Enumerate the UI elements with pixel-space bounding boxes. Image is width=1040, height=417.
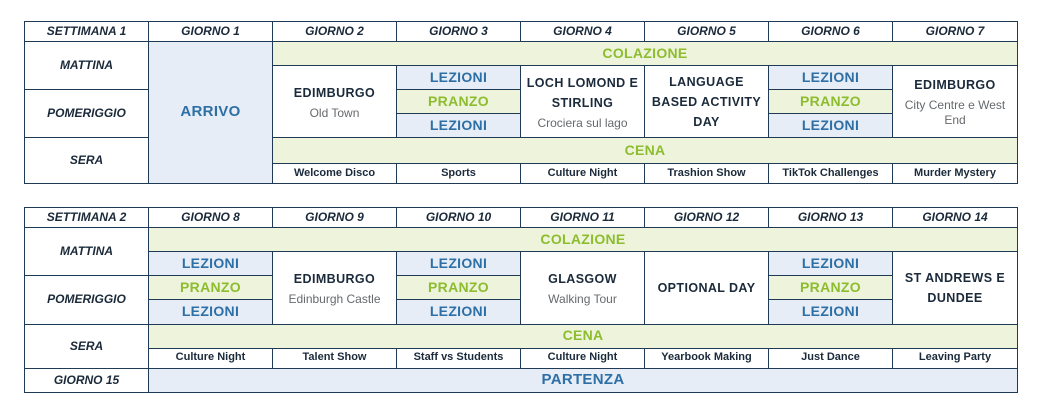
departure-bar: PARTENZA: [149, 368, 1018, 392]
day-header: GIORNO 11: [521, 208, 645, 228]
day-header: GIORNO 2: [273, 22, 397, 42]
excursion-cell: [893, 66, 1018, 138]
evening-activity: Culture Night: [149, 348, 273, 368]
day-header: GIORNO 5: [645, 22, 769, 42]
week2-title: SETTIMANA 2: [25, 208, 149, 228]
day-header: GIORNO 8: [149, 208, 273, 228]
day-header: GIORNO 10: [397, 208, 521, 228]
evening-activity: Murder Mystery: [893, 164, 1018, 184]
day-header: GIORNO 13: [769, 208, 893, 228]
week1-title: SETTIMANA 1: [25, 22, 149, 42]
evening-activity: Welcome Disco: [273, 164, 397, 184]
lessons-cell: LEZIONI: [769, 252, 893, 276]
excursion-subtitle: Old Town: [309, 105, 360, 120]
arrival-cell: ARRIVO: [149, 42, 273, 184]
week2-table: [24, 207, 1018, 393]
lessons-cell: LEZIONI: [149, 300, 273, 324]
lunch-cell: PRANZO: [397, 90, 521, 114]
dinner-bar: CENA: [149, 324, 1018, 348]
row-label-day15: GIORNO 15: [25, 368, 149, 392]
lunch-cell: PRANZO: [397, 276, 521, 300]
day-header: GIORNO 6: [769, 22, 893, 42]
evening-activity: Culture Night: [521, 348, 645, 368]
excursion-subtitle: Edinburgh Castle: [288, 291, 381, 306]
excursion-cell: [893, 252, 1018, 324]
row-label-mattina: MATTINA: [25, 42, 149, 90]
day-header: GIORNO 9: [273, 208, 397, 228]
day-header: GIORNO 14: [893, 208, 1018, 228]
day-header: GIORNO 7: [893, 22, 1018, 42]
row-label-pomeriggio: POMERIGGIO: [25, 276, 149, 324]
optional-day-title: OPTIONAL DAY: [657, 280, 756, 295]
day-header: GIORNO 12: [645, 208, 769, 228]
excursion-subtitle: City Centre e West End: [904, 98, 1006, 127]
excursion-title: EDIMBURGO: [293, 85, 376, 100]
evening-activity: Leaving Party: [893, 348, 1018, 368]
row-label-mattina: MATTINA: [25, 228, 149, 276]
lessons-cell: LEZIONI: [769, 300, 893, 324]
evening-activity: Just Dance: [769, 348, 893, 368]
day-header: GIORNO 1: [149, 22, 273, 42]
row-label-sera: SERA: [25, 138, 149, 184]
excursion-title: GLASGOW: [548, 271, 617, 286]
evening-activity: Culture Night: [521, 164, 645, 184]
lessons-cell: LEZIONI: [149, 252, 273, 276]
lessons-cell: LEZIONI: [769, 66, 893, 90]
evening-activity: Talent Show: [273, 348, 397, 368]
row-label-pomeriggio: POMERIGGIO: [25, 90, 149, 138]
excursion-title: EDIMBURGO: [293, 271, 376, 286]
breakfast-bar: COLAZIONE: [149, 228, 1018, 252]
evening-activity: TikTok Challenges: [769, 164, 893, 184]
excursion-subtitle: Walking Tour: [548, 291, 617, 306]
week1-table: [24, 21, 1018, 184]
excursion-cell: [521, 66, 645, 138]
evening-activity: Staff vs Students: [397, 348, 521, 368]
excursion-cell: [273, 252, 397, 324]
lunch-cell: PRANZO: [769, 90, 893, 114]
excursion-subtitle: Crociera sul lago: [537, 115, 628, 130]
optional-day-cell: [645, 252, 769, 324]
lessons-cell: LEZIONI: [397, 252, 521, 276]
activity-day-title: LANGUAGE BASED ACTIVITY DAY: [651, 74, 762, 129]
lessons-cell: LEZIONI: [397, 300, 521, 324]
evening-activity: Sports: [397, 164, 521, 184]
evening-activity: Trashion Show: [645, 164, 769, 184]
breakfast-bar: COLAZIONE: [273, 42, 1018, 66]
evening-activity: Yearbook Making: [645, 348, 769, 368]
lessons-cell: LEZIONI: [397, 66, 521, 90]
lessons-cell: LEZIONI: [769, 114, 893, 138]
excursion-cell: [521, 252, 645, 324]
day-header: GIORNO 3: [397, 22, 521, 42]
excursion-title: EDIMBURGO: [914, 78, 996, 92]
lunch-cell: PRANZO: [149, 276, 273, 300]
row-label-sera: SERA: [25, 324, 149, 368]
lessons-cell: LEZIONI: [397, 114, 521, 138]
excursion-cell: [273, 66, 397, 138]
excursion-title: LOCH LOMOND E STIRLING: [526, 75, 639, 110]
activity-day-cell: [645, 66, 769, 138]
day-header: GIORNO 4: [521, 22, 645, 42]
dinner-bar: CENA: [273, 138, 1018, 164]
excursion-title: ST ANDREWS E DUNDEE: [904, 270, 1006, 305]
lunch-cell: PRANZO: [769, 276, 893, 300]
